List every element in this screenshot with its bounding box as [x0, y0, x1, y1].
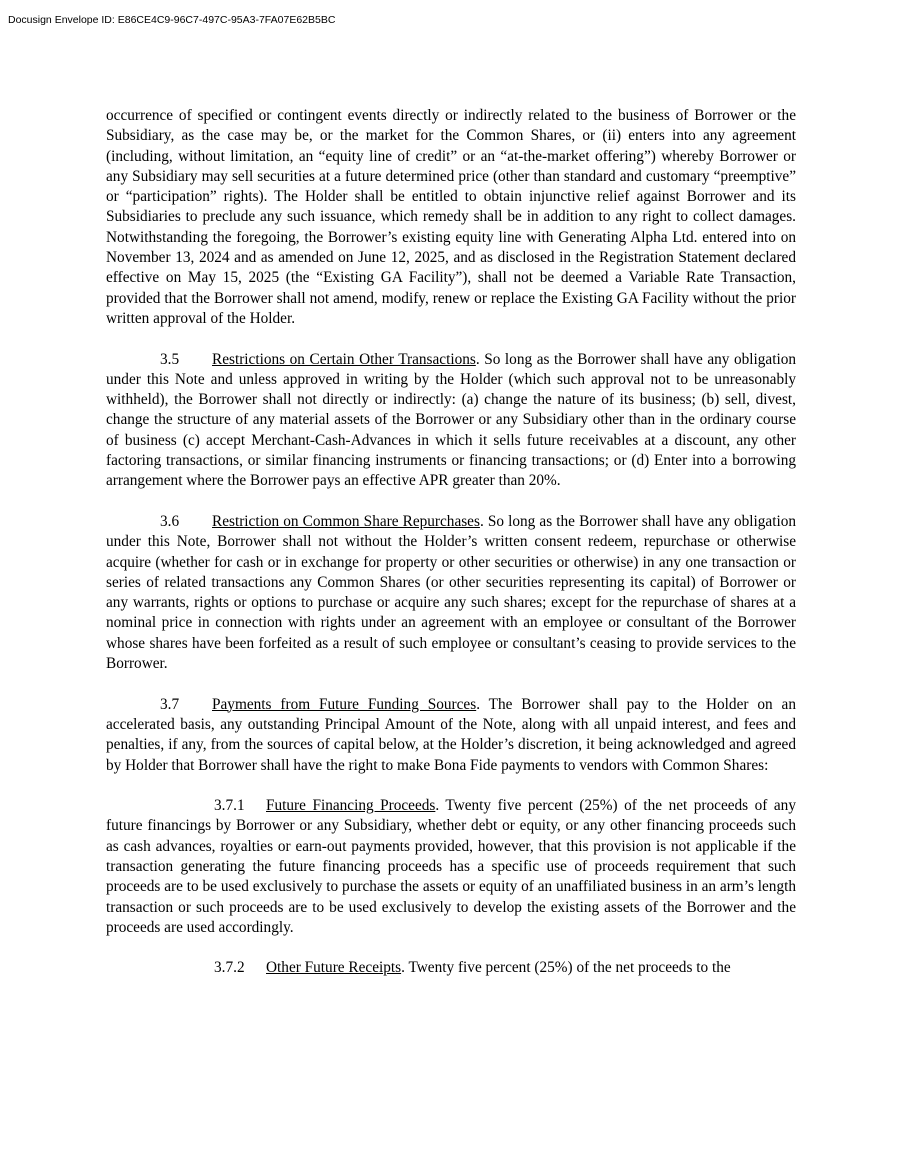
section-heading: Restriction on Common Share Repurchases: [212, 512, 480, 530]
docusign-envelope-id: Docusign Envelope ID: E86CE4C9-96C7-497C-95A3-7FA07E62B5BC: [8, 14, 336, 26]
section-number: 3.7: [160, 695, 180, 713]
section-number: 3.7.2: [214, 959, 245, 977]
paragraph-intro: occurrence of specified or contingent events directly or indirectly related to the business of Borrower or the Subsidiary, as the case may be, or the market for the Common Shares, or (ii) enters into any agreement (including, without limitation, an “equity line of credit” or an “at-the-market offering”) whereby Borrower or any Subsidiary may sell securities at a future determined price (other than standard and customary “preemptive” or “participation” rights). The Holder shall be entitled to obtain injunctive relief against Borrower and its Subsidiaries to preclude any such issuance, which remedy shall be in addition to any right to collect damages. Notwithstanding the foregoing, the Borrower’s existing equity line with Generating Alpha Ltd. entered into on November 13, 2024 and as amended on June 12, 2025, and as disclosed in the Registration Statement declared effective on May 15, 2025 (the “Existing GA Facility”), shall not be deemed a Variable Rate Transaction, provided that the Borrower shall not amend, modify, renew or replace the Existing GA Facility without the prior written approval of the Holder.: [106, 107, 796, 327]
document-body: [106, 106, 796, 999]
section-text: . So long as the Borrower shall have any obligation under this Note, Borrower shall not without the Holder’s written consent redeem, repurchase or otherwise acquire (whether for cash or in exchange for property or other securities or otherwise) in any one transaction or series of related transactions any Common Shares (or other securities representing its capital) of Borrower or any warrants, rights or options to purchase or acquire any such shares; except for the repurchase of shares at a nominal price in connection with rights under an agreement with an employee or consultant of the Borrower whose shares have been forfeited as a result of such employee or consultant’s ceasing to provide services to the Borrower.: [106, 512, 796, 673]
section-text: . Twenty five percent (25%) of the net proceeds of any future financings by Borrower or any Subsidiary, whether debt or equity, or any other financing proceeds such as cash advances, royalties or earn-out payments provided, however, that this provision is not applicable if the transaction generating the future financing proceeds has a specific use of proceeds requirement that such proceeds are to be used exclusively to purchase the assets or equity of an unaffiliated business in an arm’s length transaction or such proceeds are to be used exclusively to develop the existing assets of the Borrower and the proceeds are used accordingly.: [106, 797, 796, 936]
section-3-7-2: [106, 958, 796, 978]
section-heading: Payments from Future Funding Sources: [212, 695, 477, 713]
section-heading: Future Financing Proceeds: [266, 797, 436, 815]
section-number: 3.7.1: [214, 797, 245, 815]
section-3-6: [106, 512, 796, 674]
section-heading: Restrictions on Certain Other Transactions: [212, 350, 476, 368]
section-3-7: [106, 695, 796, 776]
section-3-7-1: [106, 796, 796, 938]
section-3-5: [106, 350, 796, 492]
section-text: . The Borrower shall pay to the Holder on an accelerated basis, any outstanding Principal Amount of the Note, along with all unpaid interest, and fees and penalties, if any, from the sources of capital below, at the Holder’s discretion, it being acknowledged and agreed by Holder that Borrower shall have the right to make Bona Fide payments to vendors with Common Shares:: [106, 695, 796, 774]
section-text: . So long as the Borrower shall have any obligation under this Note and unless approved in writing by the Holder (which such approval not to be unreasonably withheld), the Borrower shall not directly or indirectly: (a) change the nature of its business; (b) sell, divest, change the structure of any material assets of the Borrower or any Subsidiary other than in the ordinary course of business (c) accept Merchant-Cash-Advances in which it sells future receivables at a discount, any other factoring transactions, or similar financing instruments or financing transactions; or (d) Enter into a borrowing arrangement where the Borrower pays an effective APR greater than 20%.: [106, 350, 796, 490]
section-heading: Other Future Receipts: [266, 959, 402, 977]
section-number: 3.5: [160, 350, 180, 368]
section-text: . Twenty five percent (25%) of the net proceeds to the: [401, 959, 731, 977]
section-number: 3.6: [160, 512, 180, 530]
